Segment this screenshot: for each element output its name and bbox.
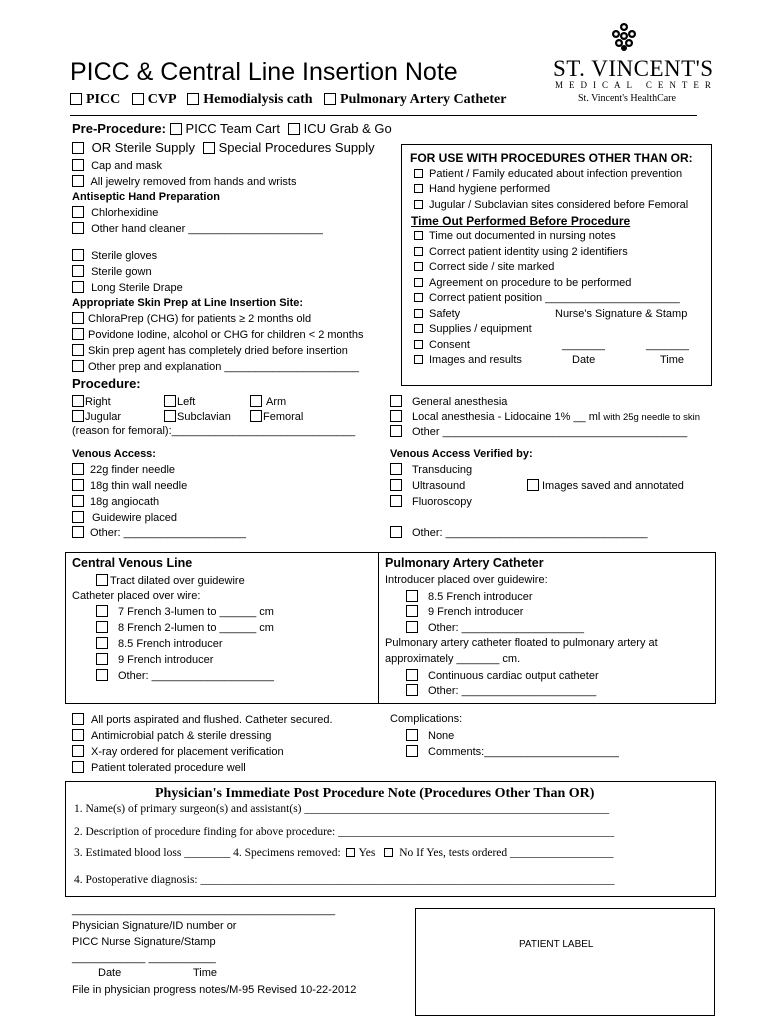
- time-label: Time: [660, 354, 685, 366]
- checkbox[interactable]: [72, 526, 84, 538]
- picc-nurse-signature-label: PICC Nurse Signature/Stamp: [72, 936, 216, 948]
- physician-line-4[interactable]: 4. Postoperative diagnosis: ________________________________________________________________________: [74, 874, 615, 886]
- pre-procedure-label: Pre-Procedure:: [72, 121, 166, 136]
- checkbox[interactable]: [72, 344, 84, 356]
- femoral-reason[interactable]: (reason for femoral):______________________________: [72, 425, 356, 437]
- post-item[interactable]: X-ray ordered for placement verification: [72, 745, 284, 758]
- anesthesia-other[interactable]: Other ________________________________________: [390, 425, 687, 438]
- site-arm[interactable]: Arm: [250, 395, 286, 408]
- checkbox[interactable]: [414, 200, 423, 209]
- pac-introducer-label: Introducer placed over guidewire:: [385, 574, 548, 586]
- cvl-item[interactable]: Other: ____________________: [96, 669, 274, 682]
- page-title: PICC & Central Line Insertion Note: [70, 58, 458, 86]
- logo-tagline: St. Vincent's HealthCare: [578, 93, 676, 104]
- checkbox[interactable]: [288, 123, 300, 135]
- checkbox[interactable]: [390, 410, 402, 422]
- checkbox[interactable]: [390, 479, 402, 491]
- checkbox[interactable]: [72, 511, 84, 523]
- checkbox[interactable]: [72, 410, 84, 422]
- specimens-no-label: No If Yes, tests ordered __________________: [399, 847, 614, 859]
- checkbox[interactable]: [187, 93, 199, 105]
- or-item-educated[interactable]: Patient / Family educated about infection prevention: [414, 168, 682, 180]
- specimens-no-checkbox[interactable]: [384, 848, 393, 857]
- lidocaine-note: with 25g needle to skin: [603, 412, 701, 423]
- date-label: Date: [572, 354, 596, 366]
- venous-item[interactable]: 18g angiocath: [72, 495, 159, 508]
- post-item[interactable]: Patient tolerated procedure well: [72, 761, 246, 774]
- complication-comments[interactable]: Comments:______________________: [406, 745, 619, 758]
- checkbox[interactable]: [406, 684, 418, 696]
- or-item-hygiene[interactable]: Hand hygiene performed: [414, 183, 550, 195]
- checkbox[interactable]: [132, 93, 144, 105]
- checkbox[interactable]: [414, 309, 423, 318]
- pac-item[interactable]: Continuous cardiac output catheter: [406, 669, 599, 682]
- checkbox[interactable]: [72, 463, 84, 475]
- checkbox[interactable]: [72, 395, 84, 407]
- venous-item[interactable]: 22g finder needle: [72, 463, 175, 476]
- checkbox[interactable]: [390, 425, 402, 437]
- time-blank[interactable]: _______: [646, 339, 689, 351]
- checkbox[interactable]: [96, 653, 108, 665]
- specimens-yes-checkbox[interactable]: [346, 848, 355, 857]
- checkbox[interactable]: [203, 142, 215, 154]
- venous-access-label: Venous Access:: [72, 448, 156, 460]
- cap-mask-item[interactable]: Cap and mask: [72, 159, 162, 172]
- post-item[interactable]: Antimicrobial patch & sterile dressing: [72, 729, 271, 742]
- cvl-title: Central Venous Line: [72, 556, 193, 570]
- complications-label: Complications:: [390, 713, 463, 725]
- timeout-item[interactable]: Images and results: [414, 354, 522, 366]
- cvl-item[interactable]: 8.5 French introducer: [96, 637, 223, 650]
- picc-team-cart-option[interactable]: PICC Team Cart: [170, 121, 280, 136]
- pac-item[interactable]: 9 French introducer: [406, 605, 523, 618]
- venous-item[interactable]: Other: ____________________: [72, 526, 246, 539]
- checkbox[interactable]: [414, 231, 423, 240]
- chlorhexidine-item[interactable]: Chlorhexidine: [72, 206, 158, 219]
- chloraprep-item[interactable]: ChloraPrep (CHG) for patients ≥ 2 months old: [72, 312, 311, 325]
- post-item[interactable]: All ports aspirated and flushed. Catheter secured.: [72, 713, 333, 726]
- or-sterile-supply-option[interactable]: OR Sterile Supply: [72, 140, 195, 155]
- site-jugular[interactable]: Jugular: [72, 410, 121, 423]
- logo-subtitle: MEDICAL CENTER: [555, 80, 717, 90]
- timeout-item[interactable]: Correct patient position ______________________: [414, 292, 680, 304]
- checkbox[interactable]: [406, 590, 418, 602]
- checkbox[interactable]: [72, 159, 84, 171]
- special-procedures-option[interactable]: Special Procedures Supply: [203, 140, 375, 155]
- checkbox[interactable]: [70, 93, 82, 105]
- site-right[interactable]: Right: [72, 395, 111, 408]
- timeout-title: Time Out Performed Before Procedure: [411, 214, 631, 228]
- complication-none[interactable]: None: [406, 729, 454, 742]
- physician-line-1[interactable]: 1. Name(s) of primary surgeon(s) and assistant(s) _____________________________________________________: [74, 803, 610, 815]
- images-saved-item[interactable]: Images saved and annotated: [527, 479, 684, 492]
- checkbox[interactable]: [72, 360, 84, 372]
- date-blank[interactable]: _______: [562, 339, 605, 351]
- venous-item[interactable]: Guidewire placed: [72, 511, 177, 524]
- checkbox[interactable]: [96, 605, 108, 617]
- timeout-item[interactable]: Correct side / site marked: [414, 261, 554, 273]
- procedure-label: Procedure:: [72, 376, 141, 391]
- checkbox[interactable]: [406, 605, 418, 617]
- pac-title: Pulmonary Artery Catheter: [385, 556, 544, 570]
- anesthesia-general[interactable]: General anesthesia: [390, 395, 507, 408]
- pre-procedure-row1: [72, 121, 392, 136]
- checkbox[interactable]: [414, 340, 423, 349]
- or-item-sites[interactable]: Jugular / Subclavian sites considered before Femoral: [414, 199, 688, 211]
- checkbox[interactable]: [72, 222, 84, 234]
- checkbox[interactable]: [72, 761, 84, 773]
- file-note: File in physician progress notes/M-95 Revised 10-22-2012: [72, 984, 357, 996]
- checkbox[interactable]: [414, 355, 423, 364]
- physician-note-title: Physician's Immediate Post Procedure Note (Procedures Other Than OR): [155, 786, 595, 801]
- cvl-item[interactable]: 8 French 2-lumen to ______ cm: [96, 621, 274, 634]
- pac-item[interactable]: Other: ____________________: [406, 621, 584, 634]
- checkbox[interactable]: [414, 278, 423, 287]
- footer-date-label: Date: [98, 967, 122, 979]
- checkbox[interactable]: [72, 312, 84, 324]
- checkbox[interactable]: [170, 123, 182, 135]
- checkbox[interactable]: [72, 713, 84, 725]
- checkbox[interactable]: [414, 184, 423, 193]
- other-prep-item[interactable]: Other prep and explanation ______________________: [72, 360, 359, 373]
- checkbox[interactable]: [250, 395, 262, 407]
- pre-procedure-row2: [72, 140, 375, 155]
- cvl-item[interactable]: 9 French introducer: [96, 653, 213, 666]
- checkbox[interactable]: [96, 574, 108, 586]
- povidone-item[interactable]: Povidone Iodine, alcohol or CHG for children < 2 months: [72, 328, 363, 341]
- checkbox[interactable]: [96, 621, 108, 633]
- verified-item[interactable]: Ultrasound: [390, 479, 465, 492]
- pac-item[interactable]: Other: ______________________: [406, 684, 596, 697]
- physician-signature-label: Physician Signature/ID number or: [72, 920, 237, 932]
- jewelry-item[interactable]: All jewelry removed from hands and wrists: [72, 175, 296, 188]
- site-left[interactable]: Left: [164, 395, 195, 408]
- checkbox[interactable]: [406, 669, 418, 681]
- checkbox[interactable]: [527, 479, 539, 491]
- checkbox[interactable]: [406, 729, 418, 741]
- checkbox[interactable]: [164, 410, 176, 422]
- timeout-item[interactable]: Agreement on procedure to be performed: [414, 277, 631, 289]
- physician-line-2[interactable]: 2. Description of procedure finding for above procedure: ________________________________________________: [74, 826, 615, 838]
- checkbox[interactable]: [164, 395, 176, 407]
- dried-item[interactable]: Skin prep agent has completely dried before insertion: [72, 344, 348, 357]
- checkbox[interactable]: [414, 247, 423, 256]
- sterile-gown-item[interactable]: Sterile gown: [72, 265, 152, 278]
- cvl-tract-item[interactable]: Tract dilated over guidewire: [96, 574, 245, 587]
- timeout-item[interactable]: Correct patient identity using 2 identifiers: [414, 246, 628, 258]
- type-pa-catheter[interactable]: Pulmonary Artery Catheter: [324, 92, 506, 107]
- verified-item[interactable]: Transducing: [390, 463, 472, 476]
- checkbox[interactable]: [72, 745, 84, 757]
- checkbox[interactable]: [414, 169, 423, 178]
- pac-floated-line1: Pulmonary artery catheter floated to pulmonary artery at: [385, 637, 658, 649]
- anesthesia-local[interactable]: Local anesthesia - Lidocaine 1% __ ml with 25g needle to skin: [390, 410, 700, 423]
- verified-by-label: Venous Access Verified by:: [390, 448, 533, 460]
- physician-line-3[interactable]: 3. Estimated blood loss ________ 4. Specimens removed: Yes No If Yes, tests ordered __________________: [74, 847, 614, 859]
- checkbox[interactable]: [72, 495, 84, 507]
- icu-grab-go-option[interactable]: ICU Grab & Go: [288, 121, 392, 136]
- verified-item[interactable]: Other: _________________________________: [390, 526, 648, 539]
- pac-item[interactable]: 8.5 French introducer: [406, 590, 533, 603]
- header-divider: [70, 115, 697, 116]
- verified-item[interactable]: Fluoroscopy: [390, 495, 472, 508]
- site-subclavian[interactable]: Subclavian: [164, 410, 231, 423]
- checkbox[interactable]: [390, 495, 402, 507]
- cvl-placed-label: Catheter placed over wire:: [72, 590, 201, 602]
- footer-time-label: Time: [193, 967, 218, 979]
- cvl-item[interactable]: 7 French 3-lumen to ______ cm: [96, 605, 274, 618]
- line-type-row: [70, 92, 506, 108]
- checkbox[interactable]: [390, 526, 402, 538]
- checkbox[interactable]: [414, 324, 423, 333]
- type-hemodialysis[interactable]: Hemodialysis cath: [187, 92, 312, 107]
- sterile-drape-item[interactable]: Long Sterile Drape: [72, 281, 183, 294]
- or-box-title: FOR USE WITH PROCEDURES OTHER THAN OR:: [410, 151, 693, 165]
- logo-name: ST. VINCENT'S: [553, 56, 714, 81]
- type-picc[interactable]: PICC: [70, 92, 120, 107]
- specimens-yes-label: Yes: [358, 847, 376, 859]
- checkbox[interactable]: [96, 669, 108, 681]
- signature-line[interactable]: ___________________________________________: [72, 904, 336, 916]
- nurse-signature-label: Nurse's Signature & Stamp: [555, 308, 688, 320]
- checkbox[interactable]: [72, 729, 84, 741]
- venous-item[interactable]: 18g thin wall needle: [72, 479, 187, 492]
- date-time-blanks[interactable]: ____________ ___________: [72, 952, 216, 964]
- checkbox[interactable]: [72, 249, 84, 261]
- checkbox[interactable]: [72, 479, 84, 491]
- checkbox[interactable]: [96, 637, 108, 649]
- pac-floated-line2[interactable]: approximately _______ cm.: [385, 653, 521, 665]
- patient-label-box: [415, 908, 715, 1016]
- checkbox[interactable]: [72, 175, 84, 187]
- other-cleaner-item[interactable]: Other hand cleaner ______________________: [72, 222, 323, 235]
- site-femoral[interactable]: Femoral: [250, 410, 303, 423]
- checkbox[interactable]: [406, 745, 418, 757]
- checkbox[interactable]: [72, 281, 84, 293]
- checkbox[interactable]: [72, 206, 84, 218]
- timeout-item[interactable]: Supplies / equipment: [414, 323, 532, 335]
- checkbox[interactable]: [414, 293, 423, 302]
- checkbox[interactable]: [72, 328, 84, 340]
- checkbox[interactable]: [390, 463, 402, 475]
- checkbox[interactable]: [390, 395, 402, 407]
- timeout-item[interactable]: Safety: [414, 308, 460, 320]
- logo-emblem-icon: [610, 22, 638, 52]
- skin-prep-label: Appropriate Skin Prep at Line Insertion Site:: [72, 297, 304, 309]
- catheter-section-divider: [378, 552, 379, 704]
- checkbox[interactable]: [324, 93, 336, 105]
- sterile-gloves-item[interactable]: Sterile gloves: [72, 249, 157, 262]
- checkbox[interactable]: [72, 142, 84, 154]
- antiseptic-label: Antiseptic Hand Preparation: [72, 191, 220, 203]
- checkbox[interactable]: [406, 621, 418, 633]
- checkbox[interactable]: [414, 262, 423, 271]
- patient-label-text: PATIENT LABEL: [519, 939, 594, 950]
- checkbox[interactable]: [250, 410, 262, 422]
- checkbox[interactable]: [72, 265, 84, 277]
- type-cvp[interactable]: CVP: [132, 92, 176, 107]
- timeout-item[interactable]: Consent: [414, 339, 470, 351]
- timeout-item[interactable]: Time out documented in nursing notes: [414, 230, 616, 242]
